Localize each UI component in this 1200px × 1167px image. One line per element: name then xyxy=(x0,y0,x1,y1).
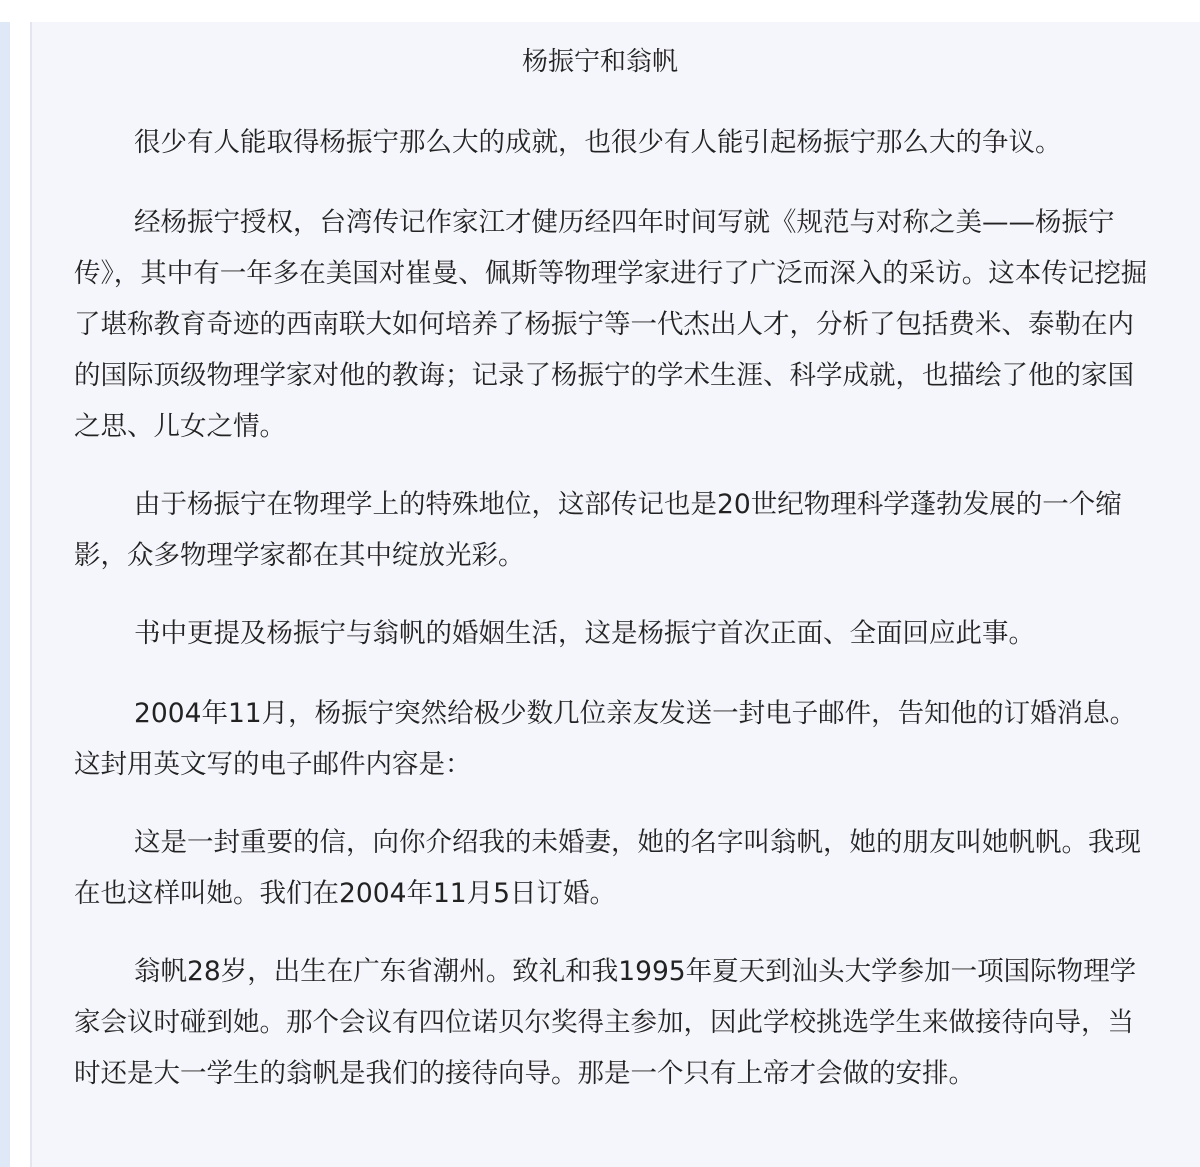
article-paragraph-4: 书中更提及杨振宁与翁帆的婚姻生活，这是杨振宁首次正面、全面回应此事。 xyxy=(134,618,1035,649)
left-edge-panel xyxy=(0,22,10,1167)
article-paragraph-6: 这是一封重要的信，向你介绍我的未婚妻，她的名字叫翁帆，她的朋友叫她帆帆。我现在也这样叫她。我们在2004年11月5日订婚。 xyxy=(74,827,1141,909)
article-paragraph-7: 翁帆28岁，出生在广东省潮州。致礼和我1995年夏天到汕头大学参加一项国际物理学家会议时碰到她。那个会议有四位诺贝尔奖得主参加，因此学校挑选学生来做接待向导，当时还是大一学生的翁帆是我们的接待向导。那是一个只有上帝才会做的安排。 xyxy=(74,956,1137,1089)
article-paragraph-3: 由于杨振宁在物理学上的特殊地位，这部传记也是20世纪物理科学蓬勃发展的一个缩影，众多物理学家都在其中绽放光彩。 xyxy=(74,489,1122,571)
page-top-strip xyxy=(0,0,1200,22)
article-paragraph-1: 很少有人能取得杨振宁那么大的成就，也很少有人能引起杨振宁那么大的争议。 xyxy=(134,127,1062,158)
article-paragraph-2: 经杨振宁授权，台湾传记作家江才健历经四年时间写就《规范与对称之美——杨振宁传》，其中有一年多在美国对崔曼、佩斯等物理学家进行了广泛而深入的采访。这本传记挖掘了堪称教育奇迹的西南联大如何培养了杨振宁等一代杰出人才，分析了包括费米、泰勒在内的国际顶级物理学家对他的教诲；记录了杨振宁的学术生涯、科学成就，也描绘了他的家国之思、儿女之情。 xyxy=(74,207,1148,442)
article-title: 杨振宁和翁帆 xyxy=(521,47,678,77)
article-paragraph-5: 2004年11月，杨振宁突然给极少数几位亲友发送一封电子邮件，告知他的订婚消息。这封用英文写的电子邮件内容是： xyxy=(74,698,1137,780)
